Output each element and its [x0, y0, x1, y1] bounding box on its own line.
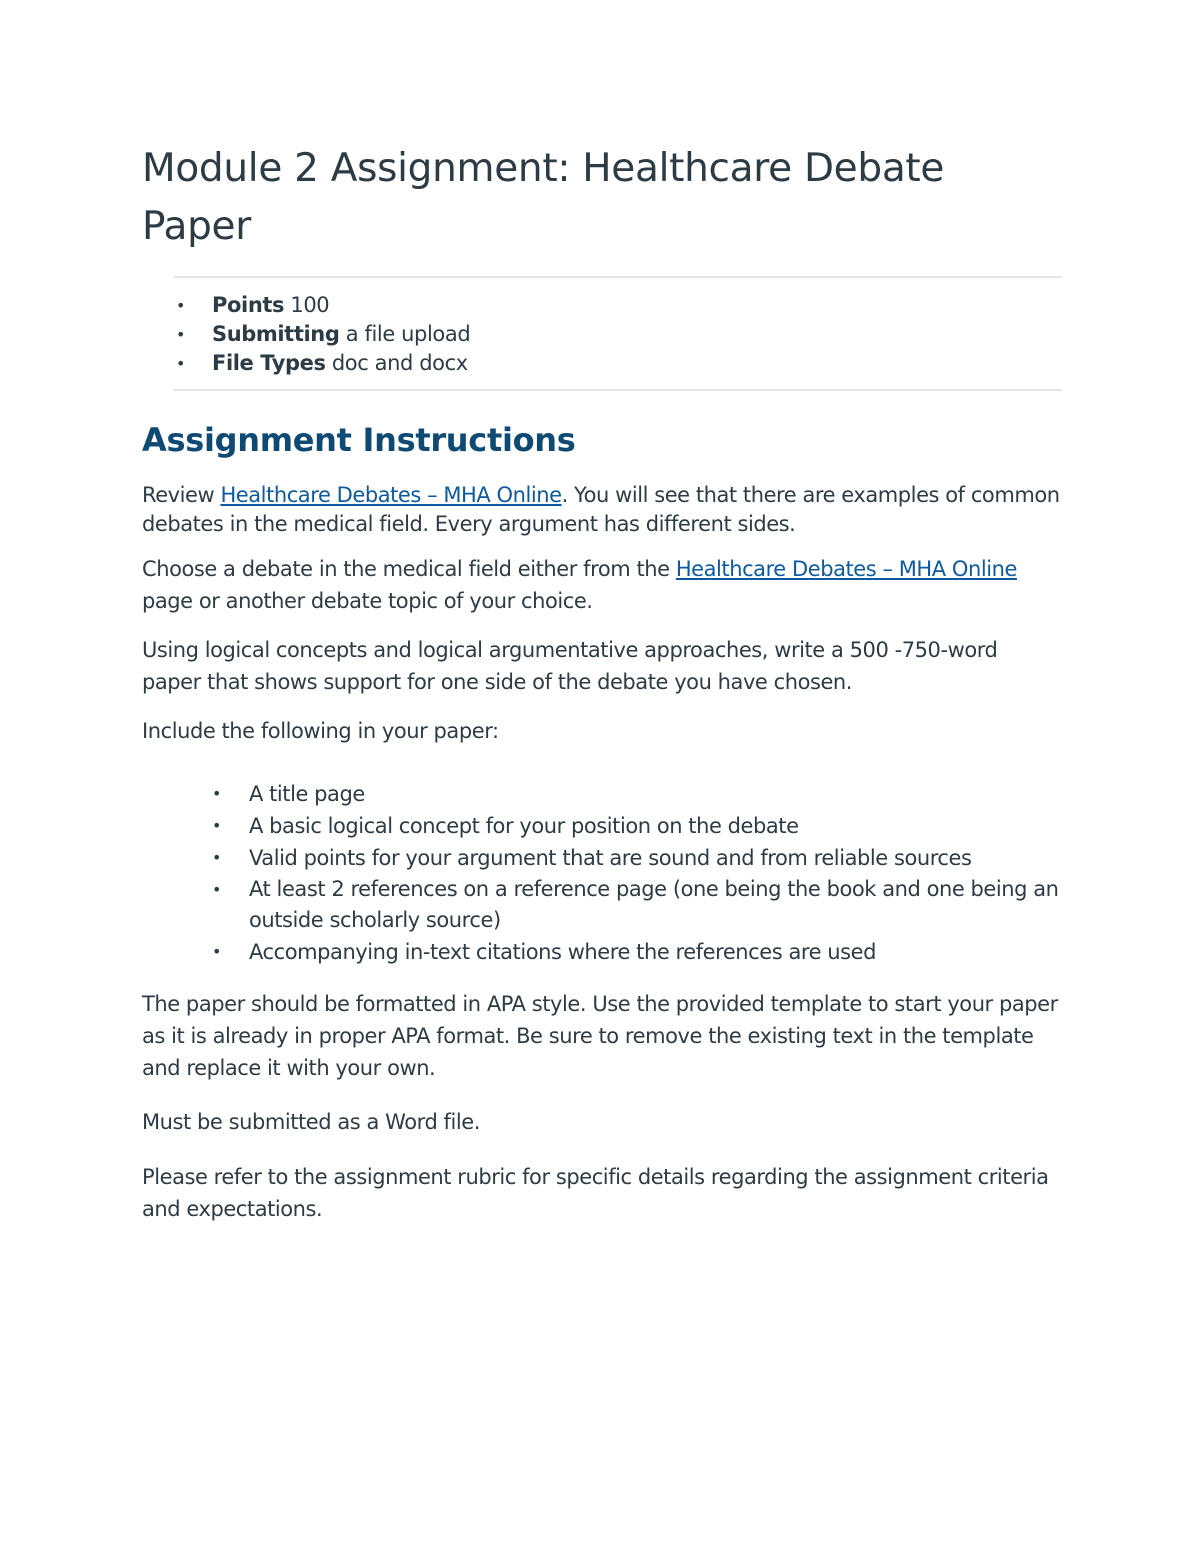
include-paragraph: Include the following in your paper:	[142, 719, 499, 743]
word-file-paragraph: Must be submitted as a Word file.	[142, 1110, 480, 1134]
bullet-icon: •	[212, 848, 221, 867]
list-item	[142, 874, 1062, 936]
meta-item-submitting	[142, 320, 1062, 349]
list-item	[142, 810, 1062, 842]
choose-suffix: page or another debate topic of your choice.	[142, 589, 593, 613]
list-item-text: Accompanying in-text citations where the references are used	[249, 940, 876, 964]
review-paragraph	[142, 481, 1062, 539]
requirements-list	[142, 778, 1062, 968]
bullet-icon: •	[176, 325, 186, 344]
meta-value: doc and docx	[325, 351, 468, 375]
bullet-icon: •	[212, 942, 221, 961]
bullet-icon: •	[212, 784, 221, 803]
bottom-divider	[174, 389, 1062, 391]
meta-label: File Types	[212, 351, 326, 375]
assignment-meta-list	[142, 291, 1062, 378]
healthcare-debates-link[interactable]: Healthcare Debates – MHA Online	[220, 483, 562, 507]
meta-item-file-types	[142, 349, 1062, 378]
list-item	[142, 842, 1062, 874]
document-page	[142, 140, 1062, 1225]
list-item-text: Valid points for your argument that are sound and from reliable sources	[249, 846, 972, 870]
choose-prefix: Choose a debate in the medical field either from the	[142, 557, 676, 581]
bullet-icon: •	[212, 880, 221, 899]
choose-paragraph	[142, 553, 1062, 617]
list-item-text: A basic logical concept for your position on the debate	[249, 814, 799, 838]
meta-value: 100	[284, 293, 330, 317]
using-paragraph: Using logical concepts and logical argumentative approaches, write a 500 -750-word paper that shows support for one side of the debate you have chosen.	[142, 638, 998, 694]
bullet-icon: •	[176, 296, 186, 315]
list-item	[142, 936, 1062, 968]
page-title: Module 2 Assignment: Healthcare Debate Paper	[142, 146, 945, 249]
review-prefix: Review	[142, 483, 221, 507]
rubric-paragraph: Please refer to the assignment rubric for specific details regarding the assignment criteria and expectations.	[142, 1165, 1049, 1221]
bullet-icon: •	[176, 354, 186, 373]
section-heading: Assignment Instructions	[142, 421, 576, 459]
meta-label: Points	[212, 293, 285, 317]
bullet-icon: •	[212, 816, 221, 835]
review-suffix: . You will see that there are examples of common debates in the medical field. Every argument has different sides.	[142, 483, 1060, 536]
list-item	[142, 778, 1062, 810]
meta-item-points	[142, 291, 1062, 320]
meta-label: Submitting	[212, 322, 340, 346]
meta-value: a file upload	[339, 322, 471, 346]
list-item-text: At least 2 references on a reference page (one being the book and one being an outside scholarly source)	[249, 877, 1059, 932]
list-item-text: A title page	[249, 782, 365, 806]
apa-paragraph: The paper should be formatted in APA style. Use the provided template to start your paper as it is already in proper APA format. Be sure to remove the existing text in the template and replace it with your own.	[142, 992, 1058, 1080]
healthcare-debates-link-2[interactable]: Healthcare Debates – MHA Online	[675, 557, 1017, 581]
top-divider	[174, 276, 1062, 278]
